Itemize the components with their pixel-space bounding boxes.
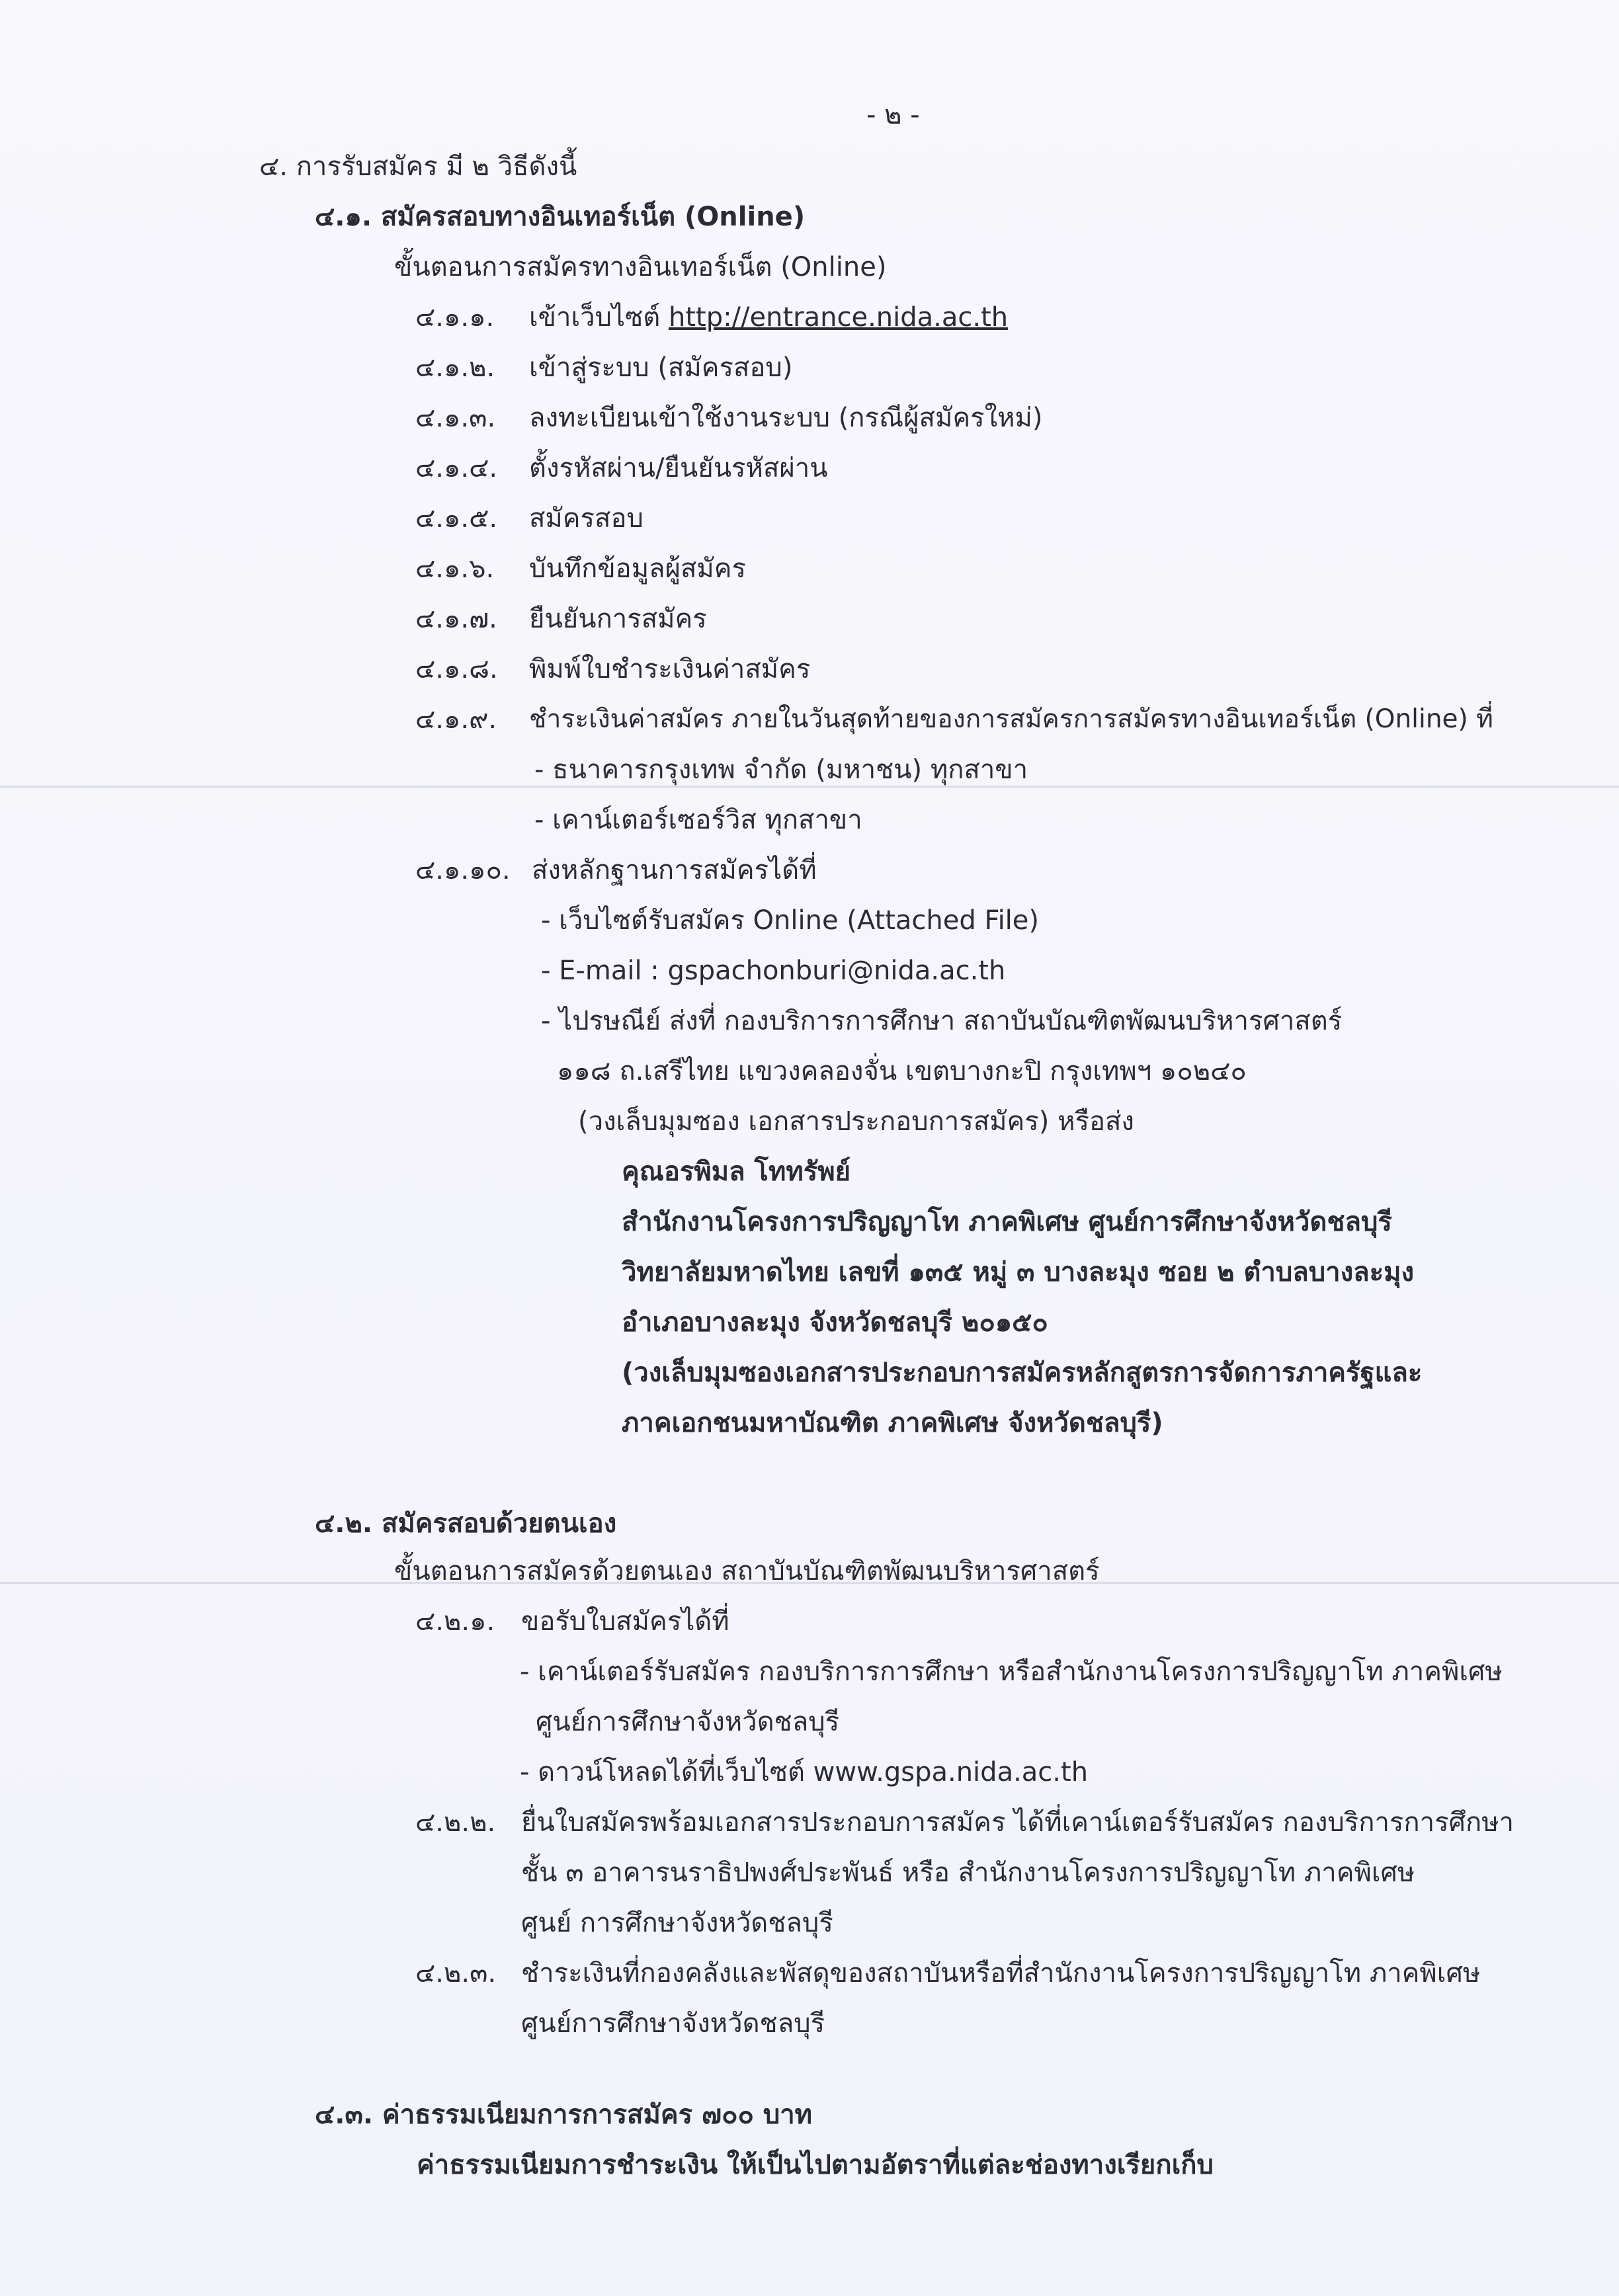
step-text: สมัครสอบ: [529, 503, 643, 534]
step-text-cont: ชั้น ๓ อาคารนราธิปพงศ์ประพันธ์ หรือ สำนักงานโครงการปริญญาโท ภาคพิเศษ: [521, 1858, 1415, 1888]
post-address: ๑๑๘ ถ.เสรีไทย แขวงคลองจั่น เขตบางกะปิ กรุงเทพฯ ๑๐๒๔๐: [557, 1056, 1247, 1086]
step-number: ๔.๑.๖.: [415, 554, 495, 584]
step-text: ตั้งรหัสผ่าน/ยืนยันรหัสผ่าน: [529, 453, 828, 483]
contact-name: คุณอรพิมล โททรัพย์: [622, 1157, 851, 1187]
contact-address-line: วิทยาลัยมหาดไทย เลขที่ ๑๓๕ หมู่ ๓ บางละมุง ซอย ๒ ตำบลบางละมุง: [622, 1257, 1415, 1288]
application-download: - ดาวน์โหลดได้ที่เว็บไซต์ www.gspa.nida.ac.th: [520, 1757, 1089, 1787]
step-number: ๔.๑.๑๐.: [415, 855, 511, 885]
submit-item-post: - ไปรษณีย์ ส่งที่ กองบริการการศึกษา สถาบันบัณฑิตพัฒนบริหารศาสตร์: [541, 1006, 1343, 1036]
step-number: ๔.๑.๓.: [415, 403, 496, 433]
entrance-link[interactable]: http://entrance.nida.ac.th: [668, 302, 1009, 333]
subsection-intro: ขั้นตอนการสมัครด้วยตนเอง สถาบันบัณฑิตพัฒนบริหารศาสตร์: [394, 1556, 1100, 1586]
submit-item-email: - E-mail : gspachonburi@nida.ac.th: [541, 956, 1006, 986]
contact-envelope-note: ภาคเอกชนมหาบัณฑิต ภาคพิเศษ จังหวัดชลบุรี): [622, 1408, 1163, 1438]
step-text: ลงทะเบียนเข้าใช้งานระบบ (กรณีผู้สมัครใหม่): [529, 403, 1043, 433]
step-text: ส่งหลักฐานการสมัครได้ที่: [532, 855, 817, 885]
step-text: ชำระเงินที่กองคลังและพัสดุของสถาบันหรือที่สำนักงานโครงการปริญญาโท ภาคพิเศษ: [521, 1958, 1481, 1988]
step-number: ๔.๑.๗.: [415, 604, 497, 634]
contact-address-line: อำเภอบางละมุง จังหวัดชลบุรี ๒๐๑๕๐: [622, 1307, 1048, 1338]
subsection-intro: ขั้นตอนการสมัครทางอินเทอร์เน็ต (Online): [394, 252, 887, 282]
application-source: - เคาน์เตอร์รับสมัคร กองบริการการศึกษา หรือสำนักงานโครงการปริญญาโท ภาคพิเศษ: [520, 1657, 1503, 1687]
step-text-website: เข้าเว็บไซต์: [529, 302, 669, 333]
step-number: ๔.๑.๑.: [415, 302, 495, 333]
subsection-heading-fee: ๔.๓. ค่าธรรมเนียมการการสมัคร ๗๐๐ บาท: [315, 2100, 813, 2130]
step-text: บันทึกข้อมูลผู้สมัคร: [529, 554, 747, 584]
step-number: ๔.๒.๓.: [415, 1958, 497, 1988]
step-number: ๔.๑.๒.: [415, 352, 495, 383]
step-text: ยื่นใบสมัครพร้อมเอกสารประกอบการสมัคร ได้ที่เคาน์เตอร์รับสมัคร กองบริการการศึกษา: [521, 1807, 1515, 1838]
step-text: ชำระเงินค่าสมัคร ภายในวันสุดท้ายของการสมัครการสมัครทางอินเทอร์เน็ต (Online) ที่: [529, 704, 1493, 734]
step-text: ขอรับใบสมัครได้ที่: [521, 1606, 729, 1637]
page-number: - ๒ -: [866, 100, 920, 130]
payment-place: - เคาน์เตอร์เซอร์วิส ทุกสาขา: [534, 805, 862, 835]
step-text: พิมพ์ใบชำระเงินค่าสมัคร: [529, 654, 811, 684]
section-heading: ๔. การรับสมัคร มี ๒ วิธีดังนี้: [259, 151, 577, 182]
step-number: ๔.๑.๘.: [415, 654, 498, 684]
subsection-heading-online: ๔.๑. สมัครสอบทางอินเทอร์เน็ต (Online): [315, 202, 806, 232]
submit-item: - เว็บไซต์รับสมัคร Online (Attached File): [541, 905, 1040, 936]
contact-envelope-note: (วงเล็บมุมซองเอกสารประกอบการสมัครหลักสูตรการจัดการภาครัฐและ: [622, 1358, 1423, 1388]
step-number: ๔.๑.๔.: [415, 453, 498, 483]
post-note: (วงเล็บมุมซอง เอกสารประกอบการสมัคร) หรือส่ง: [578, 1106, 1134, 1137]
subsection-heading-self: ๔.๒. สมัครสอบด้วยตนเอง: [315, 1508, 617, 1539]
step-text-cont: ศูนย์ การศึกษาจังหวัดชลบุรี: [521, 1908, 833, 1938]
step-number: ๔.๑.๕.: [415, 503, 498, 534]
step-text: เข้าสู่ระบบ (สมัครสอบ): [529, 352, 793, 383]
step-number: ๔.๑.๙.: [415, 704, 497, 735]
step-text-cont: ศูนย์การศึกษาจังหวัดชลบุรี: [521, 2008, 825, 2039]
step-text: [529, 300, 1008, 335]
application-source-cont: ศูนย์การศึกษาจังหวัดชลบุรี: [536, 1707, 840, 1737]
payment-place: - ธนาคารกรุงเทพ จำกัด (มหาชน) ทุกสาขา: [534, 755, 1028, 785]
step-number: ๔.๒.๒.: [415, 1807, 496, 1838]
step-number: ๔.๒.๑.: [415, 1606, 495, 1637]
contact-office: สำนักงานโครงการปริญญาโท ภาคพิเศษ ศูนย์การศึกษาจังหวัดชลบุรี: [622, 1207, 1392, 1237]
fee-note: ค่าธรรมเนียมการชำระเงิน ให้เป็นไปตามอัตราที่แต่ละช่องทางเรียกเก็บ: [417, 2150, 1214, 2180]
step-text: ยืนยันการสมัคร: [529, 604, 707, 634]
